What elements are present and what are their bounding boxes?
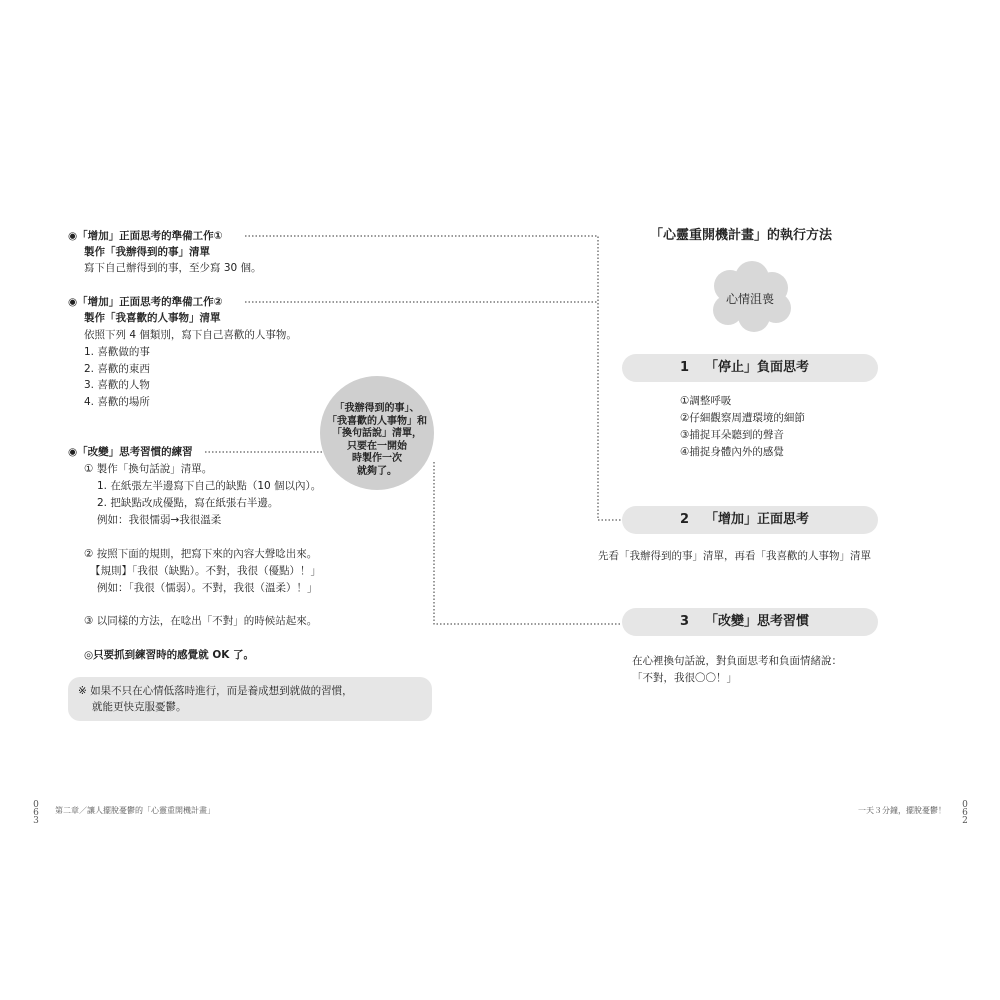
summary-text: ◎只要抓到練習時的感覺就 OK 了。 [84, 649, 255, 661]
step3-label: 「改變」思考習慣 [705, 614, 810, 629]
note-line2: 就能更快克服憂鬱。 [92, 701, 187, 713]
page-digit: 0 [962, 800, 968, 810]
step1-label: 「停止」負面思考 [705, 360, 810, 375]
note-box [68, 677, 432, 721]
bubble-line: 「我辦得到的事」、 [334, 403, 420, 414]
step1-example: 例如：我很懦弱→我很溫柔 [97, 514, 222, 526]
right-page-number [960, 801, 970, 825]
step3-text: ③ 以同樣的方法，在唸出「不對」的時候站起來。 [84, 615, 318, 627]
step2-rule: 【規則】「我很（缺點）。不對，我很（優點）！」 [90, 565, 321, 577]
prep2-line1: 製作「我喜歡的人事物」清單 [84, 312, 221, 324]
change-title: ◉「改變」思考習慣的練習 [68, 446, 193, 458]
cloud-label: 心情沮喪 [725, 292, 774, 306]
step1-item: ④捕捉身體內外的感覺 [680, 446, 784, 458]
prep2-list-item: 2. 喜歡的東西 [84, 363, 150, 375]
bubble-text [313, 403, 441, 478]
step3-number: 3 [680, 614, 690, 629]
step1-number: 1 [680, 360, 690, 375]
prep1-line1: 製作「我辦得到的事」清單 [84, 246, 210, 258]
step1-b: 2. 把缺點改成優點，寫在紙張右半邊。 [97, 497, 279, 509]
page-digit: 6 [962, 808, 968, 818]
left-running-head: 第二章／讓人擺脫憂鬱的「心靈重開機計畫」 [55, 806, 215, 815]
page-digit: 6 [33, 808, 39, 818]
step3-desc1: 在心裡換句話說，對負面思考和負面情緒說： [632, 655, 842, 667]
page-digit: 3 [33, 816, 39, 826]
step3-desc2: 「不對，我很〇〇！」 [632, 672, 737, 684]
step2-example: 例如：「我很（懦弱）。不對，我很（溫柔）！」 [97, 582, 318, 594]
prep1-line2: 寫下自己辦得到的事，至少寫 30 個。 [84, 262, 262, 274]
right-title: 「心靈重開機計畫」的執行方法 [650, 228, 833, 243]
page-digit: 2 [962, 816, 968, 826]
step1-text: ① 製作「換句話說」清單。 [84, 463, 213, 475]
prep2-line2: 依照下列 4 個類別，寫下自己喜歡的人事物。 [84, 329, 297, 341]
step2-desc: 先看「我辦得到的事」清單，再看「我喜歡的人事物」清單 [598, 550, 871, 562]
bubble-line: 「我喜歡的人事物」和 [327, 415, 427, 427]
prep1-title: ◉「增加」正面思考的準備工作① [68, 230, 223, 242]
bubble-line: 時製作一次 [352, 453, 402, 464]
step1-a: 1. 在紙張左半邊寫下自己的缺點（10 個以內）。 [97, 480, 322, 492]
page-digit: 0 [33, 800, 39, 810]
bubble-line: 就夠了。 [357, 465, 397, 477]
prep2-title: ◉「增加」正面思考的準備工作② [68, 296, 223, 308]
bubble-line: 「換句話說」清單， [332, 428, 422, 439]
left-page-number [31, 801, 41, 825]
note-line1: ※ 如果不只在心情低落時進行，而是養成想到就做的習慣， [78, 685, 353, 697]
bubble-circle [320, 376, 434, 490]
step2-label: 「增加」正面思考 [705, 512, 810, 527]
step2-number: 2 [680, 512, 690, 527]
connector-bubble-step3 [434, 462, 622, 624]
prep2-list-item: 4. 喜歡的場所 [84, 396, 150, 408]
step1-item: ②仔細觀察周遭環境的細節 [680, 412, 805, 424]
step2-text: ② 按照下面的規則，把寫下來的內容大聲唸出來。 [84, 548, 318, 560]
step1-item: ③捕捉耳朵聽到的聲音 [680, 429, 784, 441]
right-running-head: 一天３分鐘，擺脫憂鬱！ [858, 806, 946, 815]
prep2-list-item: 3. 喜歡的人物 [84, 379, 150, 391]
bubble-line: 只要在一開始 [347, 440, 407, 452]
step1-item: ①調整呼吸 [680, 395, 732, 407]
prep2-list-item: 1. 喜歡做的事 [84, 346, 150, 358]
